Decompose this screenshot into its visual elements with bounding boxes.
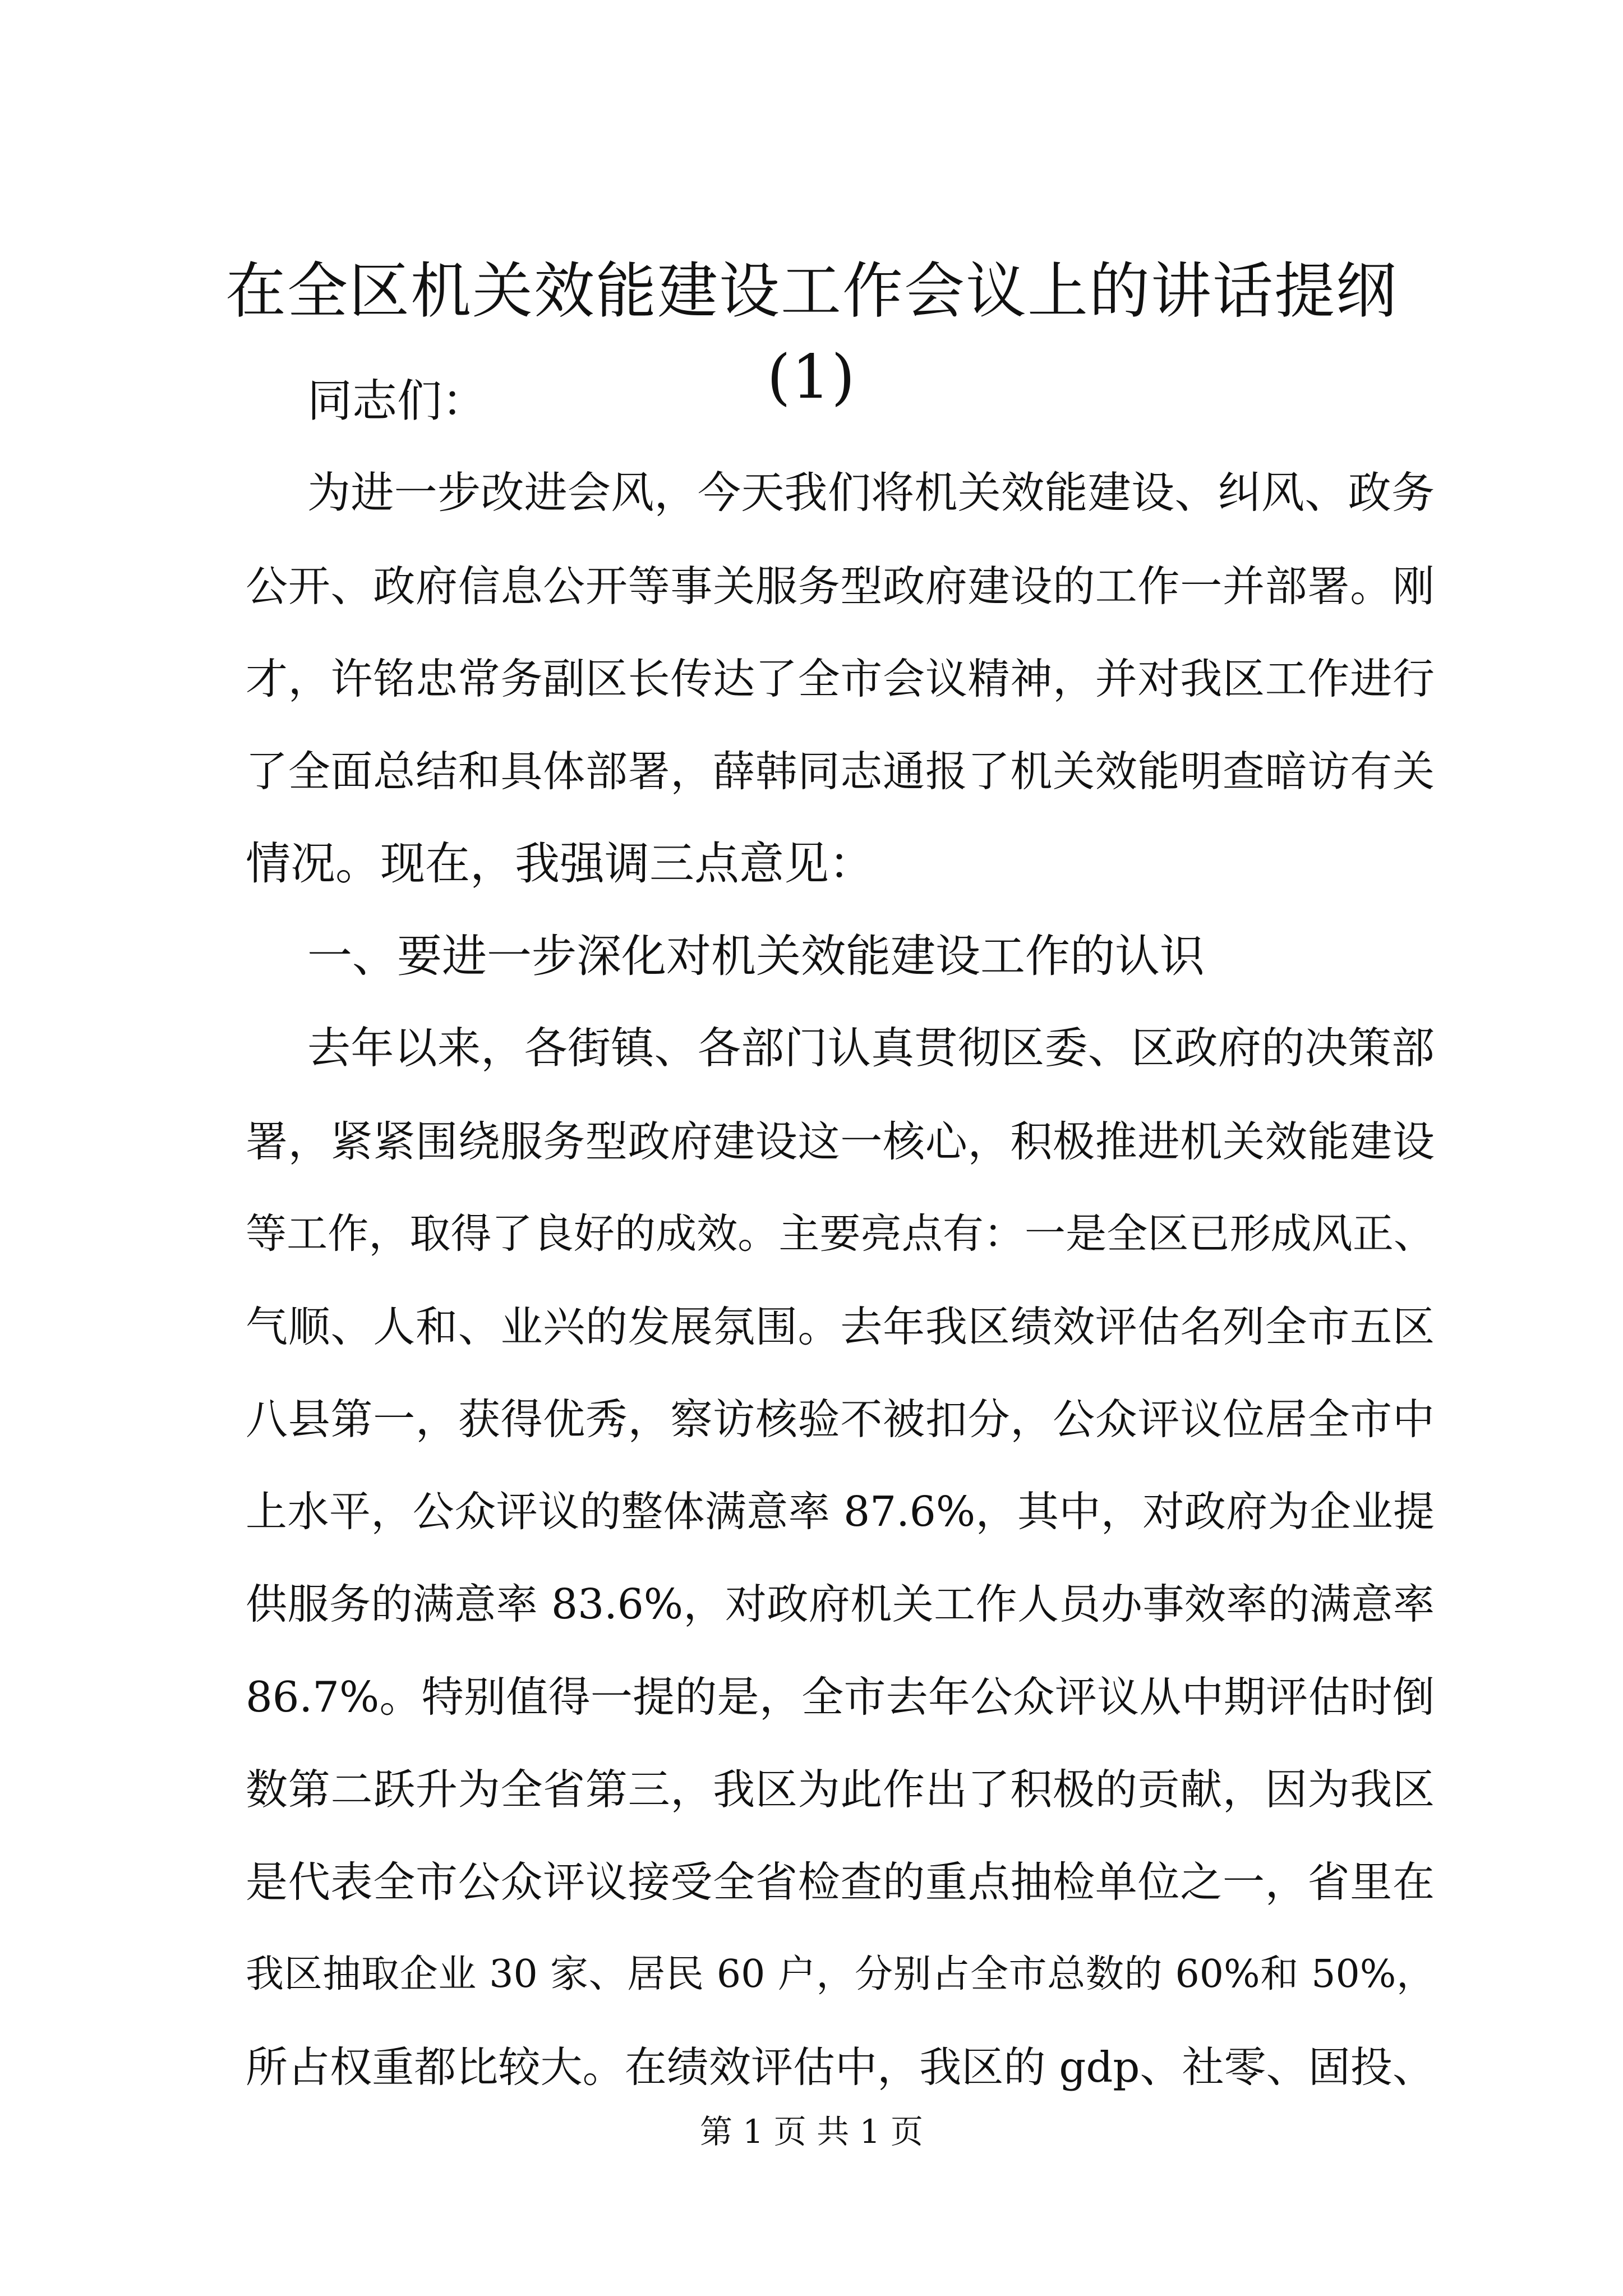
paragraph-line: 为进一步改进会风，今天我们将机关效能建设、纠风、政务 [307,468,1435,518]
paragraph-line: 86.7%。特别值得一提的是，全市去年公众评议从中期评估时倒 [246,1672,1435,1722]
paragraph-line: 气顺、人和、业兴的发展氛围。去年我区绩效评估名列全市五区 [246,1302,1435,1351]
salutation: 同志们： [307,375,487,427]
paragraph-line: 等工作，取得了良好的成效。主要亮点有：一是全区已形成风正、 [246,1210,1435,1258]
paragraph-line: 我区抽取企业 30 家、居民 60 户，分别占全市总数的 60%和 50%， [246,1952,1435,1996]
paragraph-line: 数第二跃升为全省第三，我区为此作出了积极的贡献，因为我区 [246,1765,1435,1814]
paragraph-line: 供服务的满意率 83.6%，对政府机关工作人员办事效率的满意率 [246,1580,1435,1628]
paragraph-line: 上水平，公众评议的整体满意率 87.6%，其中，对政府为企业提 [246,1488,1435,1536]
paragraph-line: 是代表全市公众评议接受全省检查的重点抽检单位之一，省里在 [246,1857,1435,1907]
paragraph-line: 了全面总结和具体部署，薛韩同志通报了机关效能明查暗访有关 [246,747,1435,796]
paragraph-line: 去年以来，各街镇、各部门认真贯彻区委、区政府的决策部 [307,1024,1435,1074]
document-title-suffix: (1) [767,342,856,412]
section-heading: 一、要进一步深化对机关效能建设工作的认识 [307,930,1205,982]
paragraph-line: 署，紧紧围绕服务型政府建设这一核心，积极推进机关效能建设 [246,1117,1435,1166]
paragraph-line: 才，许铭忠常务副区长传达了全市会议精神，并对我区工作进行 [246,654,1435,703]
paragraph-line: 所占权重都比较大。在绩效评估中，我区的 gdp、社零、固投、 [246,2042,1435,2092]
paragraph-line: 情况。现在，我强调三点意见： [246,838,874,890]
paragraph-line: 八县第一，获得优秀，察访核验不被扣分，公众评议位居全市中 [246,1395,1435,1444]
document-title: 在全区机关效能建设工作会议上的讲话提纲 [225,256,1398,326]
page-number-footer: 第 1 页 共 1 页 [700,2113,923,2151]
paragraph-line: 公开、政府信息公开等事关服务型政府建设的工作一并部署。刚 [246,562,1435,611]
